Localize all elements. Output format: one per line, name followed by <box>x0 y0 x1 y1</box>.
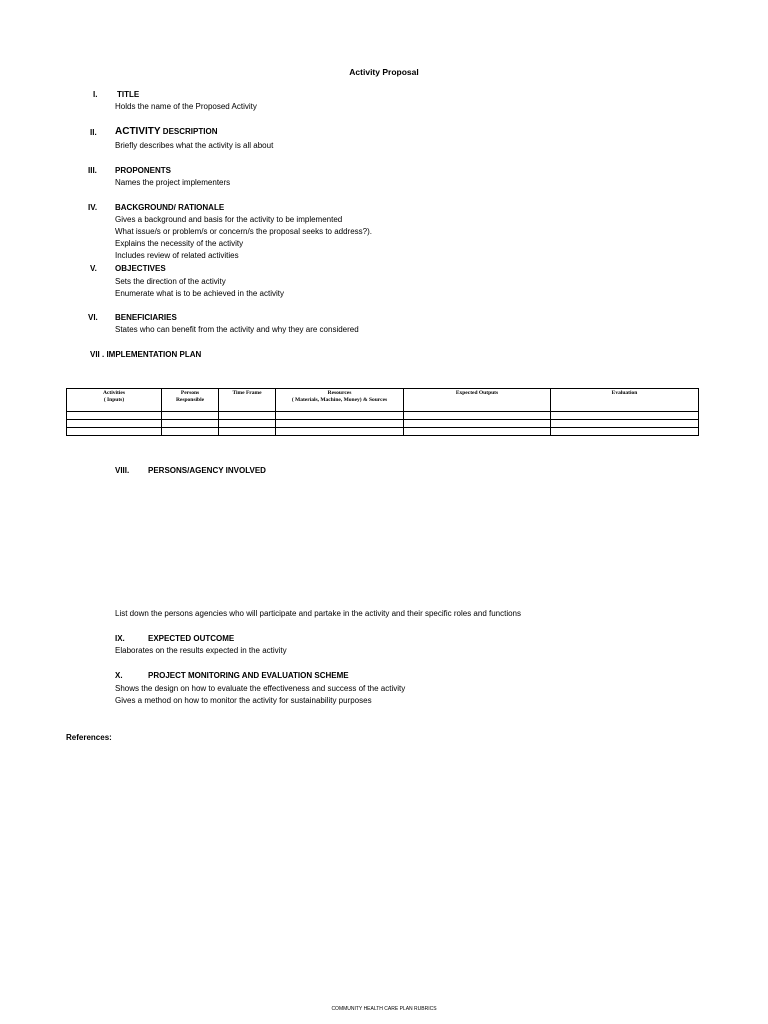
table-cell <box>162 420 219 428</box>
section-text: Shows the design on how to evaluate the effectiveness and success of the activity <box>115 684 406 693</box>
section-heading: TITLE <box>117 90 140 99</box>
column-header: Time Frame <box>219 389 276 412</box>
table-cell <box>551 428 699 436</box>
section-number: VIII. <box>115 466 130 475</box>
column-header: Expected Outputs <box>404 389 551 412</box>
table-cell <box>162 412 219 420</box>
section-number: II. <box>90 128 97 137</box>
table-cell <box>276 412 404 420</box>
section-text: Gives a background and basis for the activity to be implemented <box>115 215 343 224</box>
section-text: Sets the direction of the activity <box>115 277 226 286</box>
table-row <box>67 412 699 420</box>
section-text: Explains the necessity of the activity <box>115 239 244 248</box>
table-cell <box>551 412 699 420</box>
table-cell <box>67 428 162 436</box>
implementation-plan-table <box>66 388 699 436</box>
table-cell <box>404 428 551 436</box>
section-text: Briefly describes what the activity is all about <box>115 141 274 150</box>
table-cell <box>67 412 162 420</box>
table-header-row <box>67 389 699 412</box>
section-text: Includes review of related activities <box>115 251 239 260</box>
section-number: VI. <box>88 313 98 322</box>
section-heading-large: ACTIVITY <box>115 126 161 137</box>
table-cell <box>551 420 699 428</box>
section-text: Holds the name of the Proposed Activity <box>115 102 257 111</box>
section-heading-rest: DESCRIPTION <box>162 127 218 136</box>
table-cell <box>404 420 551 428</box>
table-row <box>67 420 699 428</box>
page-footer: COMMUNITY HEALTH CARE PLAN RUBRICS <box>331 1006 437 1012</box>
section-number: III. <box>88 166 97 175</box>
section-text: Gives a method on how to monitor the activity for sustainability purposes <box>115 696 372 705</box>
table-cell <box>219 412 276 420</box>
column-header: Resources ( Materials, Machine, Money) & Sources <box>276 389 404 412</box>
section-number: X. <box>115 671 123 680</box>
section-text: Enumerate what is to be achieved in the activity <box>115 289 284 298</box>
section-number: IV. <box>88 203 98 212</box>
section-heading: PERSONS/AGENCY INVOLVED <box>148 466 266 475</box>
table-cell <box>162 428 219 436</box>
section-heading: PROPONENTS <box>115 166 172 175</box>
section-heading: BACKGROUND/ RATIONALE <box>115 203 225 212</box>
table-cell <box>219 420 276 428</box>
section-number: IX. <box>115 634 125 643</box>
section-heading: EXPECTED OUTCOME <box>148 634 235 643</box>
section-heading: PROJECT MONITORING AND EVALUATION SCHEME <box>148 671 349 680</box>
document-title: Activity Proposal <box>349 67 419 77</box>
column-header: Activities ( Inputs) <box>67 389 162 412</box>
table-cell <box>219 428 276 436</box>
table-cell <box>404 412 551 420</box>
section-text: Names the project implementers <box>115 178 231 187</box>
column-header: Evaluation <box>551 389 699 412</box>
section-heading: OBJECTIVES <box>115 264 166 273</box>
section-heading: BENEFICIARIES <box>115 313 177 322</box>
section-text: States who can benefit from the activity and why they are considered <box>115 325 359 334</box>
section-number: I. <box>93 90 98 99</box>
table-row <box>67 428 699 436</box>
table-cell <box>67 420 162 428</box>
section-text: What issue/s or problem/s or concern/s the proposal seeks to address?). <box>115 227 373 236</box>
section-heading <box>115 127 217 137</box>
section-heading: VII . IMPLEMENTATION PLAN <box>90 350 202 359</box>
section-number: V. <box>90 264 97 273</box>
table-cell <box>276 428 404 436</box>
references-label: References: <box>66 733 112 742</box>
column-header: Persons Responsible <box>162 389 219 412</box>
section-text: List down the persons agencies who will participate and partake in the activity and their specific roles and functions <box>115 609 522 618</box>
section-text: Elaborates on the results expected in the activity <box>115 646 287 655</box>
table-cell <box>276 420 404 428</box>
